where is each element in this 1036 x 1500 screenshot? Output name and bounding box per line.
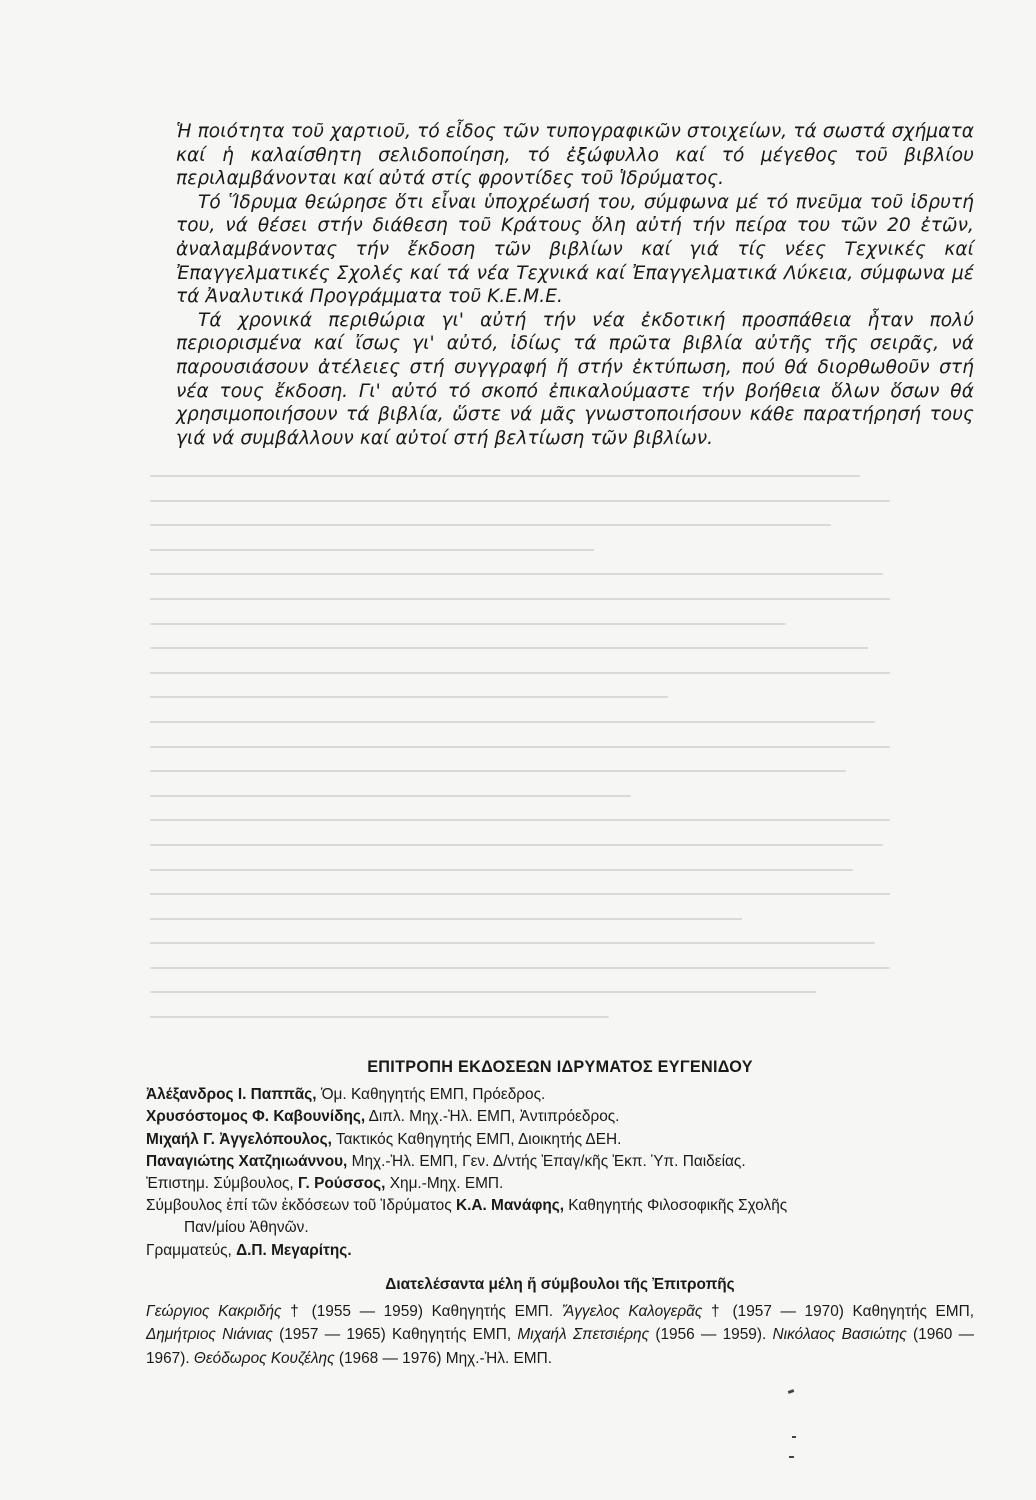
editorial-committee: [146, 1056, 974, 1370]
committee-member: [146, 1195, 974, 1217]
committee-member-continuation: Παν/μίου Ἀθηνῶν.: [184, 1219, 309, 1237]
intro-paragraph-1: Ἡ ποιότητα τοῦ χαρτιοῦ, τό εἶδος τῶν τυπογραφικῶν στοιχείων, τά σωστά σχήματα καί ἡ καλαίσθητη σελιδοποίηση, τό ἐξώφυλλο καί τό μέγεθος τοῦ βιβλίου περιλαμβάνονται καί αὐτά στίς φροντίδες τοῦ Ἱδρύματος.: [176, 121, 974, 190]
member-name: Μιχαήλ Γ. Ἀγγελόπουλος,: [146, 1130, 332, 1148]
former-member-details: † (1955 — 1959) Καθηγητής ΕΜΠ.: [281, 1303, 562, 1321]
member-role: Ὁμ. Καθηγητής ΕΜΠ, Πρόεδρος.: [316, 1086, 546, 1104]
former-member-details: (1968 — 1976) Μηχ.-Ἠλ. ΕΜΠ.: [334, 1349, 552, 1367]
member-name: Κ.Α. Μανάφης,: [455, 1197, 565, 1215]
former-member-name: Θεόδωρος Κουζέλης: [193, 1349, 335, 1367]
committee-member: [146, 1173, 974, 1195]
former-member-name: Νικόλαος Βασιώτης: [772, 1326, 907, 1344]
member-title: Σύμβουλος ἐπί τῶν ἐκδόσεων τοῦ Ἱδρύματος: [146, 1197, 456, 1215]
former-members-title: Διατελέσαντα μέλη ἤ σύμβουλοι τῆς Ἐπιτροπῆς: [385, 1275, 735, 1293]
intro-text: [176, 120, 974, 450]
member-title: Γραμματεύς,: [146, 1241, 237, 1259]
committee-member: [146, 1084, 974, 1106]
member-name: Δ.Π. Μεγαρίτης.: [236, 1241, 352, 1259]
committee-member: [146, 1151, 974, 1173]
former-members-list: [146, 1300, 974, 1370]
member-role: Διπλ. Μηχ.-Ἠλ. ΕΜΠ, Ἀντιπρόεδρος.: [365, 1108, 620, 1126]
committee-title: ΕΠΙΤΡΟΠΗ ΕΚΔΟΣΕΩΝ ΙΔΡΥΜΑΤΟΣ ΕΥΓΕΝΙΔΟΥ: [367, 1058, 753, 1076]
member-name: Ἀλέξανδρος Ι. Παππᾶς,: [146, 1086, 317, 1104]
former-member-details: † (1957 — 1970) Καθηγητής ΕΜΠ,: [702, 1303, 974, 1321]
former-member-name: Δημήτριος Νιάνιας: [146, 1326, 273, 1344]
former-member-details: (1960 — 1967).: [146, 1326, 975, 1367]
former-member-details: (1957 — 1965) Καθηγητής ΕΜΠ,: [272, 1326, 518, 1344]
former-member-name: Μιχαήλ Σπετσιέρης: [517, 1326, 650, 1344]
member-role: Μηχ.-Ἠλ. ΕΜΠ, Γεν. Δ/ντής Ἐπαγ/κῆς Ἐκπ. Ὑπ. Παιδείας.: [347, 1152, 746, 1170]
member-name: Παναγιώτης Χατζηιωάννου,: [146, 1152, 348, 1170]
former-member-name: Γεώργιος Κακριδής: [146, 1303, 282, 1321]
scan-speck: [792, 1436, 796, 1438]
committee-member: [146, 1129, 974, 1151]
former-member-name: Ἄγγελος Καλογερᾶς: [561, 1303, 703, 1321]
member-name: Χρυσόστομος Φ. Καβουνίδης,: [146, 1108, 366, 1126]
former-member-details: (1956 — 1959).: [649, 1326, 773, 1344]
committee-member: [146, 1106, 974, 1128]
member-title: Ἐπιστημ. Σύμβουλος,: [146, 1175, 298, 1193]
scan-speck: [789, 1456, 794, 1458]
member-role: Χημ.-Μηχ. ΕΜΠ.: [385, 1175, 504, 1193]
member-role: Τακτικός Καθηγητής ΕΜΠ, Διοικητής ΔΕΗ.: [331, 1130, 622, 1148]
member-role: Καθηγητής Φιλοσοφικῆς Σχολῆς: [564, 1197, 788, 1215]
scan-speck: [788, 1389, 795, 1394]
member-name: Γ. Ρούσσος,: [297, 1175, 386, 1193]
intro-paragraph-3: Τά χρονικά περιθώρια γι' αὐτή τήν νέα ἐκδοτική προσπάθεια ἦταν πολύ περιορισμένα καί ἴσως γι' αὐτό, ἰδίως τά πρῶτα βιβλία αὐτῆς τῆς σειρᾶς, νά παρουσιάσουν ἀτέλειες στή συγγραφή ἤ στήν ἐκτύπωση, πού θά διορθωθοῦν στή νέα τους ἔκδοση. Γι' αὐτό τό σκοπό ἐπικαλούμαστε τήν βοήθεια ὅλων ὅσων θά χρησιμοποιήσουν τά βιβλία, ὥστε νά μᾶς γνωστοποιήσουν κάθε παρατήρησή τους γιά νά συμβάλλουν καί αὐτοί στή βελτίωση τῶν βιβλίων.: [176, 309, 974, 449]
intro-paragraph-2: Τό Ἵδρυμα θεώρησε ὅτι εἶναι ὑποχρέωσή του, σύμφωνα μέ τό πνεῦμα τοῦ ἱδρυτή του, νά θέσει στήν διάθεση τοῦ Κράτους ὅλη αὐτή τήν πείρα του τῶν 20 ἐτῶν, ἀναλαμβάνοντας τήν ἔκδοση τῶν βιβλίων καί γιά τίς νέες Τεχνικές καί Ἐπαγγελματικές Σχολές καί τά νέα Τεχνικά καί Ἐπαγγελματικά Λύκεια, σύμφωνα μέ τά Ἀναλυτικά Προγράμματα τοῦ Κ.Ε.Μ.Ε.: [176, 191, 974, 308]
committee-member: [146, 1240, 974, 1262]
